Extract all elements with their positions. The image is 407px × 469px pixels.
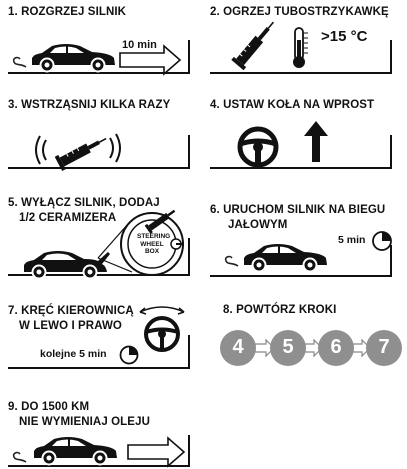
step-8-title: 8. POWTÓRZ KROKI [223,304,337,316]
step-2-temperature: >15 °C [321,28,368,45]
step-5-title-line-2: 1/2 CERAMIZERA [19,212,117,224]
step-4-title: 4. USTAW KOŁA NA WPROST [210,99,375,111]
car-icon [244,244,327,272]
arrow-up-icon [304,121,328,162]
step-4-illustration [200,100,407,180]
clock-icon [121,347,138,364]
step-6-title-line-1: 6. URUCHOM SILNIK NA BIEGU [210,204,386,216]
step-9-illustration [0,400,200,469]
steering-box-label-line-2: WHEEL [140,240,164,248]
left-right-arrow-icon [140,307,184,314]
exhaust-smoke-icon [14,453,26,462]
step-5-title-line-1: 5. WYŁĄCZ SILNIK, DODAJ [8,197,160,209]
step-1-title: 1. ROZGRZEJ SILNIK [8,6,127,18]
car-icon [32,44,115,72]
car-icon [34,437,117,465]
step-7-title-line-1: 7. KRĘĆ KIEROWNICĄ [8,305,134,317]
arrow-right-icon [128,438,184,466]
step-2-title: 2. OGRZEJ TUBOSTRZYKAWKĘ [210,6,389,18]
syringe-icon [55,131,110,170]
steering-wheel-icon [240,129,276,165]
step-2-illustration [200,0,407,80]
step-3-title: 3. WSTRZĄSNIJ KILKA RAZY [8,99,171,111]
step-6-illustration [200,200,407,280]
step-1-duration: 10 min [122,39,157,51]
steering-box-label [137,233,171,256]
step-badge-4-label: 4 [232,336,244,358]
car-hood-open-icon [24,251,110,279]
step-6-duration: 5 min [338,234,366,246]
step-badge-6-label: 6 [330,336,342,358]
step-7-duration: kolejne 5 min [40,348,107,360]
step-7-illustration [0,300,200,380]
steering-box-label-line-3: BOX [144,248,160,255]
step-badge-5-label: 5 [282,336,294,358]
exhaust-smoke-icon [226,257,238,266]
clock-icon [373,232,391,250]
steering-wheel-icon [146,318,178,350]
step-5-illustration [0,200,200,280]
shake-left-icon [36,136,46,164]
step-badge-7-label: 7 [378,336,390,358]
syringe-icon [231,17,279,70]
step-9-title-line-2: NIE WYMIENIAJ OLEJU [19,416,150,428]
step-1-illustration [0,0,200,80]
step-3-illustration [0,100,200,180]
steering-box-label-line-1: STEERING [137,233,171,240]
step-6-title-line-2: JAŁOWYM [228,219,288,231]
step-7-title-line-2: W LEWO I PRAWO [19,320,122,332]
thermometer-icon [293,28,308,68]
step-9-title-line-1: 9. DO 1500 KM [8,401,90,413]
shake-right-icon [110,134,120,162]
exhaust-smoke-icon [14,58,26,67]
